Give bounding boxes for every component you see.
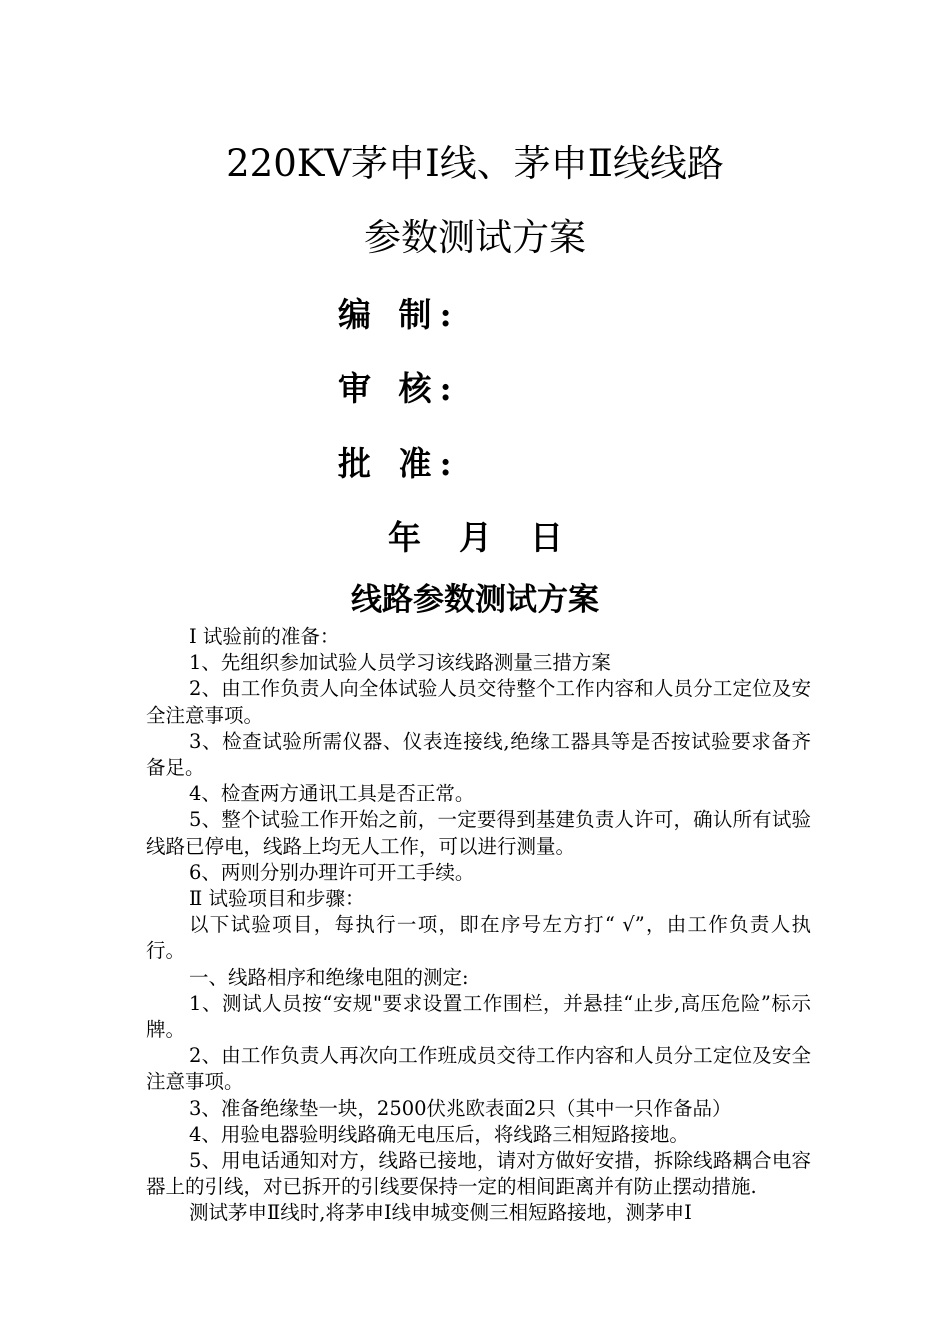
paragraph: 6、两则分别办理许可开工手续。 xyxy=(189,860,475,884)
body-text xyxy=(146,624,811,1227)
paragraph: 1、测试人员按“安规"要求设置工作围栏，并悬挂“止步,高压危险”标示牌。 xyxy=(146,991,811,1042)
date-month: 月 xyxy=(459,518,492,557)
section-title: 线路参数测试方案 xyxy=(351,582,599,618)
paragraph: 测试茅申Ⅱ线时,将茅申Ⅰ线申城变侧三相短路接地，测茅申Ⅰ xyxy=(189,1201,692,1225)
paragraph: 以下试验项目，每执行一项，即在序号左方打“ √”，由工作负责人执行。 xyxy=(146,913,811,963)
paragraph: 3、检查试验所需仪器、仪表连接线,绝缘工器具等是否按试验要求备齐备足。 xyxy=(146,729,811,780)
paragraph: 5、用电话通知对方，线路已接地，请对方做好安措，拆除线路耦合电容器上的引线，对已拆开的引线要保持一定的相间距离并有防止摆动措施. xyxy=(146,1149,811,1199)
paragraph: 2、由工作负责人向全体试验人员交待整个工作内容和人员分工定位及安全注意事项。 xyxy=(146,677,811,727)
reviewed-by-label: 审 核: xyxy=(338,369,460,408)
paragraph: 1、先组织参加试验人员学习该线路测量三措方案 xyxy=(189,651,611,675)
compiled-by-label: 编 制: xyxy=(338,295,460,334)
paragraph: 4、用验电器验明线路确无电压后，将线路三相短路接地。 xyxy=(189,1122,689,1146)
paragraph: 5、整个试验工作开始之前，一定要得到基建负责人许可，确认所有试验线路已停电，线路上均无人工作，可以进行测量。 xyxy=(146,808,811,858)
date-year: 年 xyxy=(388,518,421,557)
cover-title-line1: 220KV茅申Ⅰ线、茅申Ⅱ线线路 xyxy=(226,142,724,185)
paragraph: Ⅰ 试验前的准备： xyxy=(189,625,340,648)
date-line xyxy=(388,518,601,558)
paragraph: 4、检查两方通讯工具是否正常。 xyxy=(189,782,475,806)
cover-title-line2: 参数测试方案 xyxy=(364,216,586,259)
paragraph: Ⅱ 试验项目和步骤： xyxy=(189,887,365,911)
paragraph: 一、线路相序和绝缘电阻的测定: xyxy=(189,965,469,989)
date-day: 日 xyxy=(530,518,563,557)
paragraph: 2、由工作负责人再次向工作班成员交待工作内容和人员分工定位及安全注意事项。 xyxy=(146,1044,811,1094)
paragraph: 3、准备绝缘垫一块，2500伏兆欧表面2只（其中一只作备品） xyxy=(189,1096,732,1120)
approved-by-label: 批 准: xyxy=(338,444,460,483)
